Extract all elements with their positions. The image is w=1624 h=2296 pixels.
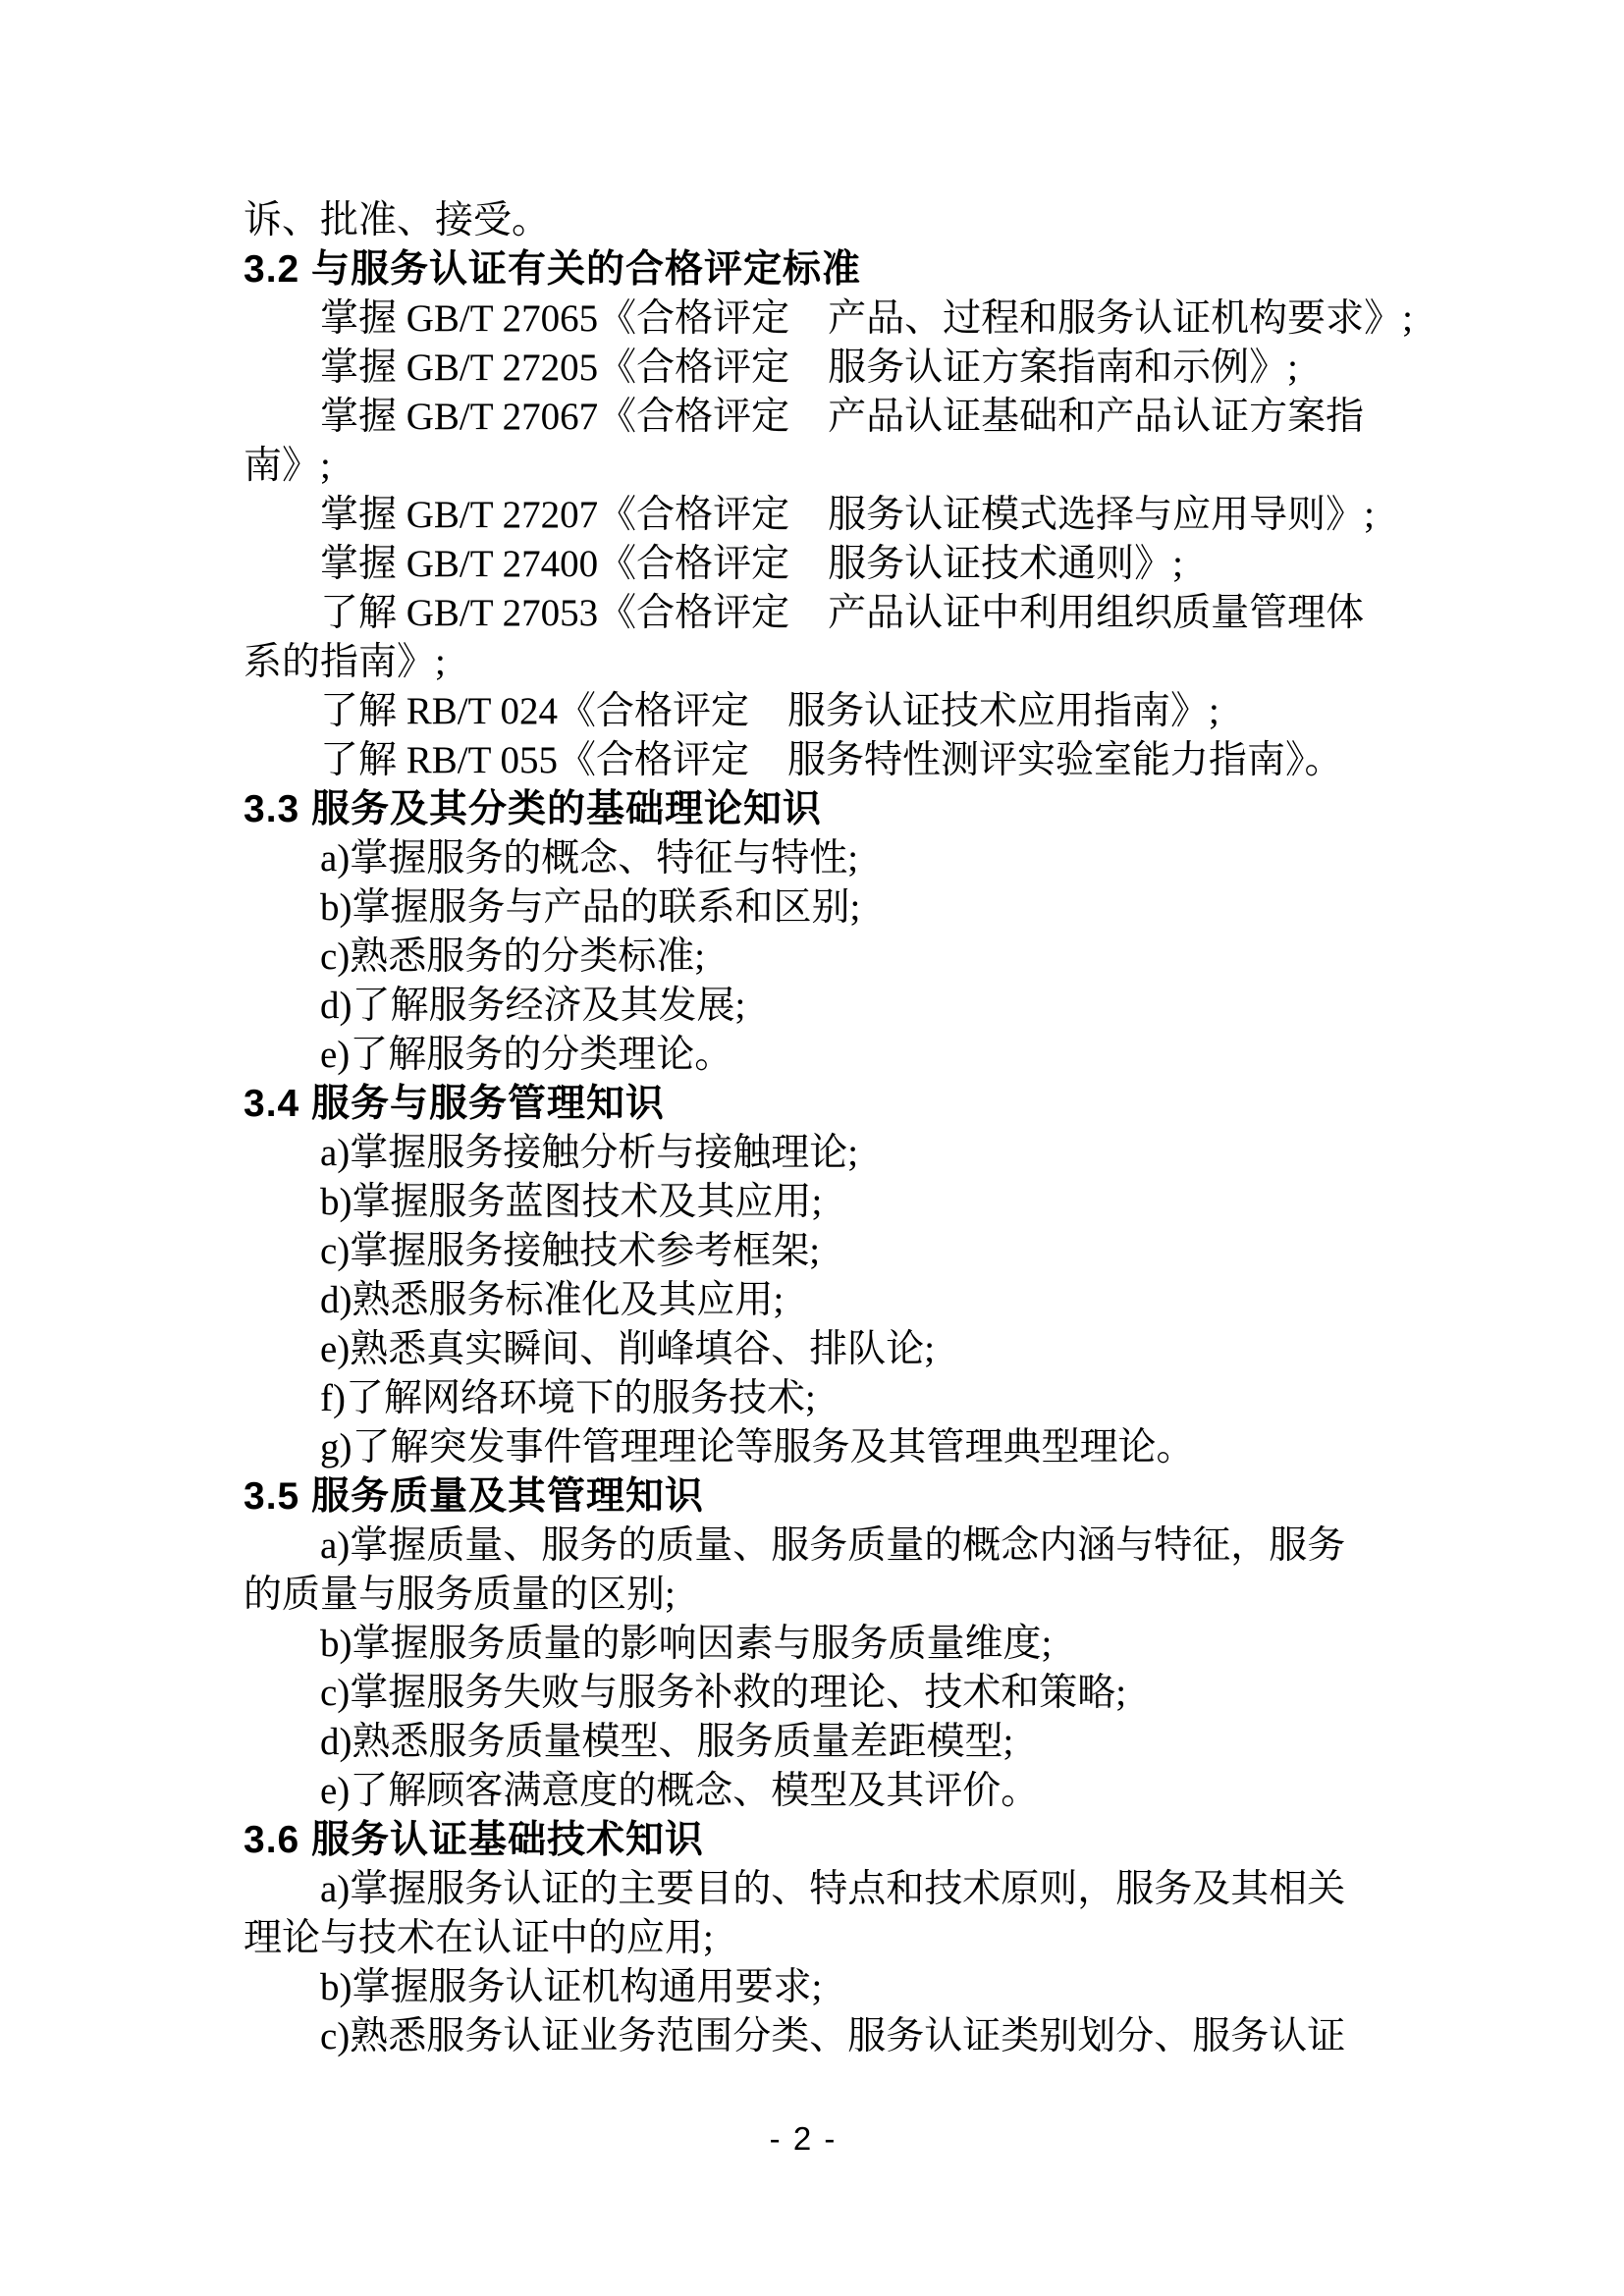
doc-line: 掌握 GB/T 27065《合格评定 产品、过程和服务认证机构要求》; bbox=[320, 297, 1413, 340]
doc-line: 了解 RB/T 055《合格评定 服务特性测评实验室能力指南》。 bbox=[320, 739, 1343, 781]
list-item: a)掌握服务的概念、特征与特性; bbox=[320, 837, 859, 880]
doc-line: 掌握 GB/T 27067《合格评定 产品认证基础和产品认证方案指 bbox=[320, 396, 1365, 438]
list-item: d)了解服务经济及其发展; bbox=[320, 985, 746, 1027]
list-item: e)熟悉真实瞬间、削峰填谷、排队论; bbox=[320, 1328, 936, 1370]
list-item: b)掌握服务质量的影响因素与服务质量维度; bbox=[320, 1623, 1053, 1665]
document-text-block bbox=[244, 196, 1413, 2061]
doc-line: 南》; bbox=[244, 445, 331, 487]
list-item: e)了解服务的分类理论。 bbox=[320, 1034, 733, 1076]
section-heading: 3.3 服务及其分类的基础理论知识 bbox=[244, 788, 823, 830]
doc-line: 诉、批准、接受。 bbox=[244, 199, 551, 241]
list-item: b)掌握服务蓝图技术及其应用; bbox=[320, 1181, 823, 1223]
list-item: b)掌握服务认证机构通用要求; bbox=[320, 1966, 823, 2008]
list-item: f)了解网络环境下的服务技术; bbox=[320, 1377, 816, 1419]
list-item: c)熟悉服务认证业务范围分类、服务认证类别划分、服务认证 bbox=[320, 2015, 1346, 2057]
doc-line: 掌握 GB/T 27205《合格评定 服务认证方案指南和示例》; bbox=[320, 347, 1298, 389]
doc-line: 掌握 GB/T 27400《合格评定 服务认证技术通则》; bbox=[320, 543, 1183, 585]
section-heading: 3.5 服务质量及其管理知识 bbox=[244, 1475, 705, 1518]
list-item: c)掌握服务接触技术参考框架; bbox=[320, 1230, 821, 1272]
section-heading: 3.6 服务认证基础技术知识 bbox=[244, 1819, 705, 1861]
list-item: c)掌握服务失败与服务补救的理论、技术和策略; bbox=[320, 1672, 1127, 1714]
list-item: a)掌握质量、服务的质量、服务质量的概念内涵与特征，服务 bbox=[320, 1524, 1346, 1567]
list-item: e)了解顾客满意度的概念、模型及其评价。 bbox=[320, 1770, 1040, 1812]
list-item: c)熟悉服务的分类标准; bbox=[320, 935, 706, 978]
doc-line: 了解 RB/T 024《合格评定 服务认证技术应用指南》; bbox=[320, 690, 1219, 732]
doc-line: 掌握 GB/T 27207《合格评定 服务认证模式选择与应用导则》; bbox=[320, 494, 1375, 536]
section-heading: 3.4 服务与服务管理知识 bbox=[244, 1083, 666, 1125]
list-item: d)熟悉服务标准化及其应用; bbox=[320, 1279, 785, 1321]
doc-line: 理论与技术在认证中的应用; bbox=[244, 1917, 714, 1959]
list-item: b)掌握服务与产品的联系和区别; bbox=[320, 886, 861, 929]
page-number: - 2 - bbox=[769, 2120, 838, 2157]
doc-line: 的质量与服务质量的区别; bbox=[244, 1574, 676, 1616]
section-heading: 3.2 与服务认证有关的合格评定标准 bbox=[244, 248, 862, 291]
doc-line: 了解 GB/T 27053《合格评定 产品认证中利用组织质量管理体 bbox=[320, 592, 1365, 634]
list-item: g)了解突发事件管理理论等服务及其管理典型理论。 bbox=[320, 1426, 1195, 1468]
list-item: d)熟悉服务质量模型、服务质量差距模型; bbox=[320, 1721, 1014, 1763]
list-item: a)掌握服务接触分析与接触理论; bbox=[320, 1132, 859, 1174]
list-item: a)掌握服务认证的主要目的、特点和技术原则，服务及其相关 bbox=[320, 1868, 1346, 1910]
doc-line: 系的指南》; bbox=[244, 641, 446, 683]
